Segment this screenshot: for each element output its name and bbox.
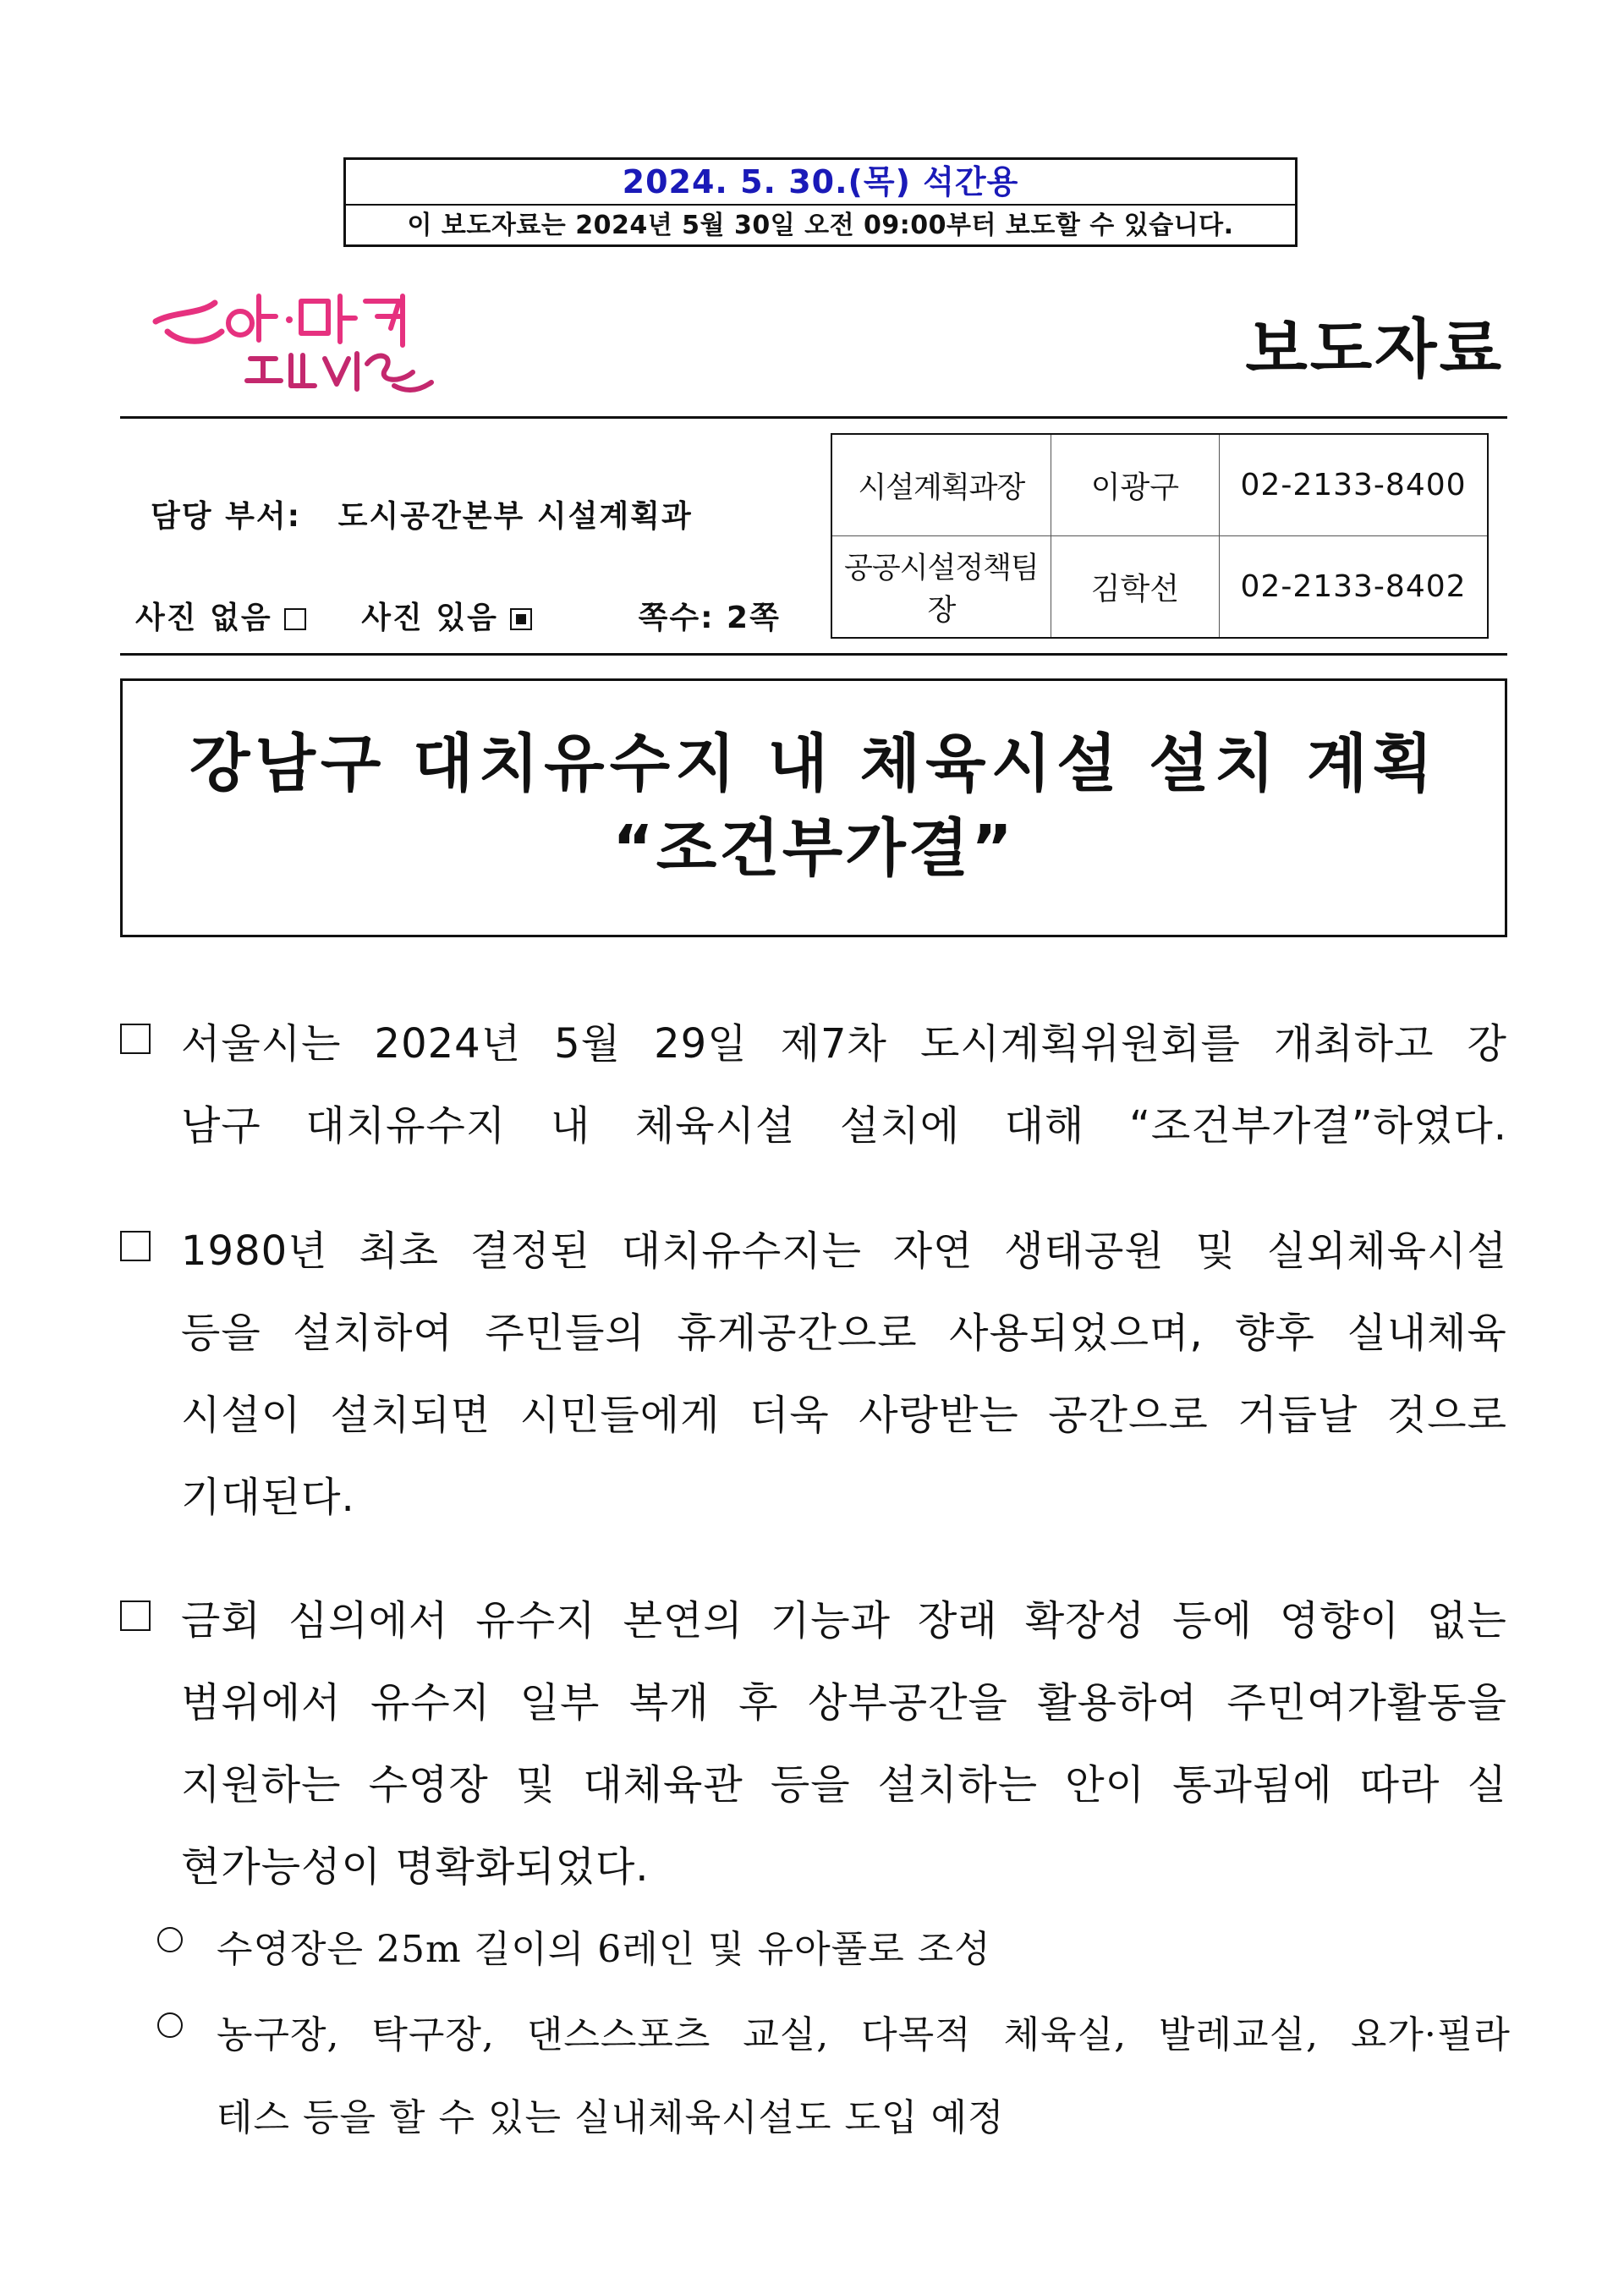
word: 교실, [743, 2013, 830, 2056]
no-photo-checkbox [284, 608, 306, 630]
contacts-divider [120, 653, 1507, 656]
paragraph-line [181, 1003, 1507, 1085]
title-box [120, 678, 1507, 937]
word: 결정된 [469, 1227, 590, 1275]
word: 기능과 [770, 1597, 891, 1644]
sub-item-line: 수영장은 25m 길이의 6레인 및 유아풀로 조성 [217, 1928, 991, 1971]
word: 유수지 [475, 1597, 596, 1644]
sub-item-2 [157, 1994, 1519, 2160]
word: 제7차 [780, 1020, 887, 1068]
word: 확장성 [1024, 1597, 1145, 1644]
paragraph-line: 기대된다. [181, 1474, 355, 1521]
pages-label: 쪽수: 2쪽 [638, 601, 781, 635]
department-label: 담당 부서: [151, 499, 302, 534]
sub-item-line [217, 1994, 1511, 2077]
word: 실내체육 [1347, 1309, 1507, 1357]
word: 도시계획위원회를 [919, 1020, 1241, 1068]
word: 수영장 [368, 1761, 489, 1809]
contact-phone: 02-2133-8400 [1220, 434, 1488, 536]
word: 1980년 [181, 1227, 328, 1275]
word: 개최하고 [1274, 1020, 1435, 1068]
word: 남구 [181, 1102, 261, 1150]
word: 시민들에게 [519, 1392, 721, 1439]
word: 대치유수지는 [621, 1227, 862, 1275]
word: 2024년 [374, 1020, 522, 1068]
word: 등을 [181, 1309, 261, 1357]
word: 최초 [359, 1227, 440, 1275]
circle-bullet-icon [157, 2012, 183, 2038]
paragraph-line [181, 1580, 1507, 1662]
word: 대치유수지 [305, 1102, 507, 1150]
checkbox-bullet-icon [120, 1600, 151, 1631]
word: 설치되면 [330, 1392, 491, 1439]
word: 영향이 [1279, 1597, 1401, 1644]
word: 후 [738, 1679, 779, 1727]
contact-role: 시설계획과장 [831, 434, 1051, 536]
embargo-note: 이 보도자료는 2024년 5월 30일 오전 09:00부터 보도할 수 있습니다. [407, 211, 1234, 240]
seoul-logo [149, 277, 436, 396]
word: 안이 [1065, 1761, 1145, 1809]
sub-item-1 [157, 1908, 1519, 1991]
word: 본연의 [623, 1597, 743, 1644]
embargo-date: 2024. 5. 30.(목) 석간용 [346, 160, 1295, 206]
word: 사랑받는 [859, 1392, 1019, 1439]
paragraph-line: 현가능성이 명확화되었다. [181, 1843, 650, 1891]
word: 대체육관 [583, 1761, 743, 1809]
word: 따라 [1359, 1761, 1440, 1809]
table-row [831, 536, 1488, 639]
table-row [831, 434, 1488, 536]
word: 향후 [1235, 1309, 1315, 1357]
paragraph-line [181, 1211, 1507, 1293]
paragraph-line [181, 1293, 1507, 1375]
word: 금회 [181, 1597, 261, 1644]
word: 등을 [770, 1761, 851, 1809]
contacts-table [831, 433, 1489, 639]
contact-name: 이광구 [1051, 434, 1219, 536]
page-title: 강남구 대치유수지 내 체육시설 설치 계획 [189, 727, 1439, 800]
word: 설치에 [839, 1102, 961, 1150]
word: 체육시설 [634, 1102, 796, 1150]
word: 및 [1195, 1227, 1236, 1275]
page-subtitle: “조건부가결” [612, 812, 1015, 885]
word: 생태공원 [1004, 1227, 1165, 1275]
word: 등에 [1172, 1597, 1253, 1644]
word: 탁구장, [371, 2013, 495, 2056]
word: 지원하는 [181, 1761, 342, 1809]
word: 발레교실, [1158, 2013, 1319, 2056]
embargo-box [343, 157, 1298, 247]
word: 서울시는 [181, 1020, 342, 1068]
word: 상부공간을 [808, 1679, 1008, 1727]
word: 다목적 [861, 2013, 972, 2056]
checkbox-bullet-icon [120, 1231, 151, 1261]
department [151, 492, 693, 535]
contact-phone: 02-2133-8402 [1220, 536, 1488, 639]
word: 자연 [892, 1227, 974, 1275]
word: 심의에서 [288, 1597, 449, 1644]
circle-bullet-icon [157, 1927, 183, 1952]
checkbox-bullet-icon [120, 1024, 151, 1054]
word: 강 [1467, 1020, 1507, 1068]
word: 주민여가활동을 [1226, 1679, 1507, 1727]
contact-name: 김학선 [1051, 536, 1219, 639]
contact-role: 공공시설정책팀장 [831, 536, 1051, 639]
paragraph-2 [120, 1211, 1516, 1539]
paragraph-3 [120, 1580, 1516, 1908]
paragraph-line [181, 1744, 1507, 1826]
word: 장래 [918, 1597, 998, 1644]
word: 설치하는 [877, 1761, 1039, 1809]
word: 유수지 [370, 1679, 491, 1727]
photo-info-row [135, 594, 781, 637]
word: 실외체육시설 [1266, 1227, 1507, 1275]
word: 사용되었으며, [949, 1309, 1204, 1357]
header-divider [120, 416, 1507, 419]
no-photo-label: 사진 없음 [135, 601, 272, 635]
has-photo-checkbox [510, 608, 532, 630]
word: “조건부가결”하였다. [1129, 1102, 1507, 1150]
word: 일부 [519, 1679, 601, 1727]
word: 복개 [628, 1679, 710, 1727]
word: 통과됨에 [1172, 1761, 1333, 1809]
paragraph-1 [120, 1003, 1516, 1167]
word: 주민들의 [485, 1309, 645, 1357]
word: 설치하여 [293, 1309, 453, 1357]
word: 공간으로 [1048, 1392, 1209, 1439]
paragraph-line [181, 1375, 1507, 1457]
paragraph-line [181, 1662, 1507, 1744]
word: 거듭날 [1237, 1392, 1358, 1439]
word: 5월 [554, 1020, 622, 1068]
word: 요가·필라 [1350, 2013, 1511, 2056]
document-type: 보도자료 [1245, 311, 1504, 387]
word: 29일 [654, 1020, 748, 1068]
word: 활용하여 [1037, 1679, 1198, 1727]
department-value: 도시공간본부 시설계획과 [337, 499, 693, 534]
word: 댄스스포츠 [526, 2013, 711, 2056]
word: 내 [550, 1102, 591, 1150]
word: 대해 [1004, 1102, 1085, 1150]
word: 체육실, [1003, 2013, 1127, 2056]
word: 휴게공간으로 [677, 1309, 918, 1357]
word: 없는 [1427, 1597, 1507, 1644]
word: 범위에서 [181, 1679, 342, 1727]
word: 농구장, [217, 2013, 340, 2056]
word: 시설이 [181, 1392, 302, 1439]
paragraph-line [181, 1085, 1507, 1167]
has-photo-label: 사진 있음 [361, 601, 498, 635]
word: 및 [515, 1761, 557, 1809]
word: 더욱 [749, 1392, 830, 1439]
sub-item-line: 테스 등을 할 수 있는 실내체육시설도 도입 예정 [217, 2096, 1005, 2139]
word: 것으로 [1386, 1392, 1507, 1439]
word: 실 [1467, 1761, 1507, 1809]
